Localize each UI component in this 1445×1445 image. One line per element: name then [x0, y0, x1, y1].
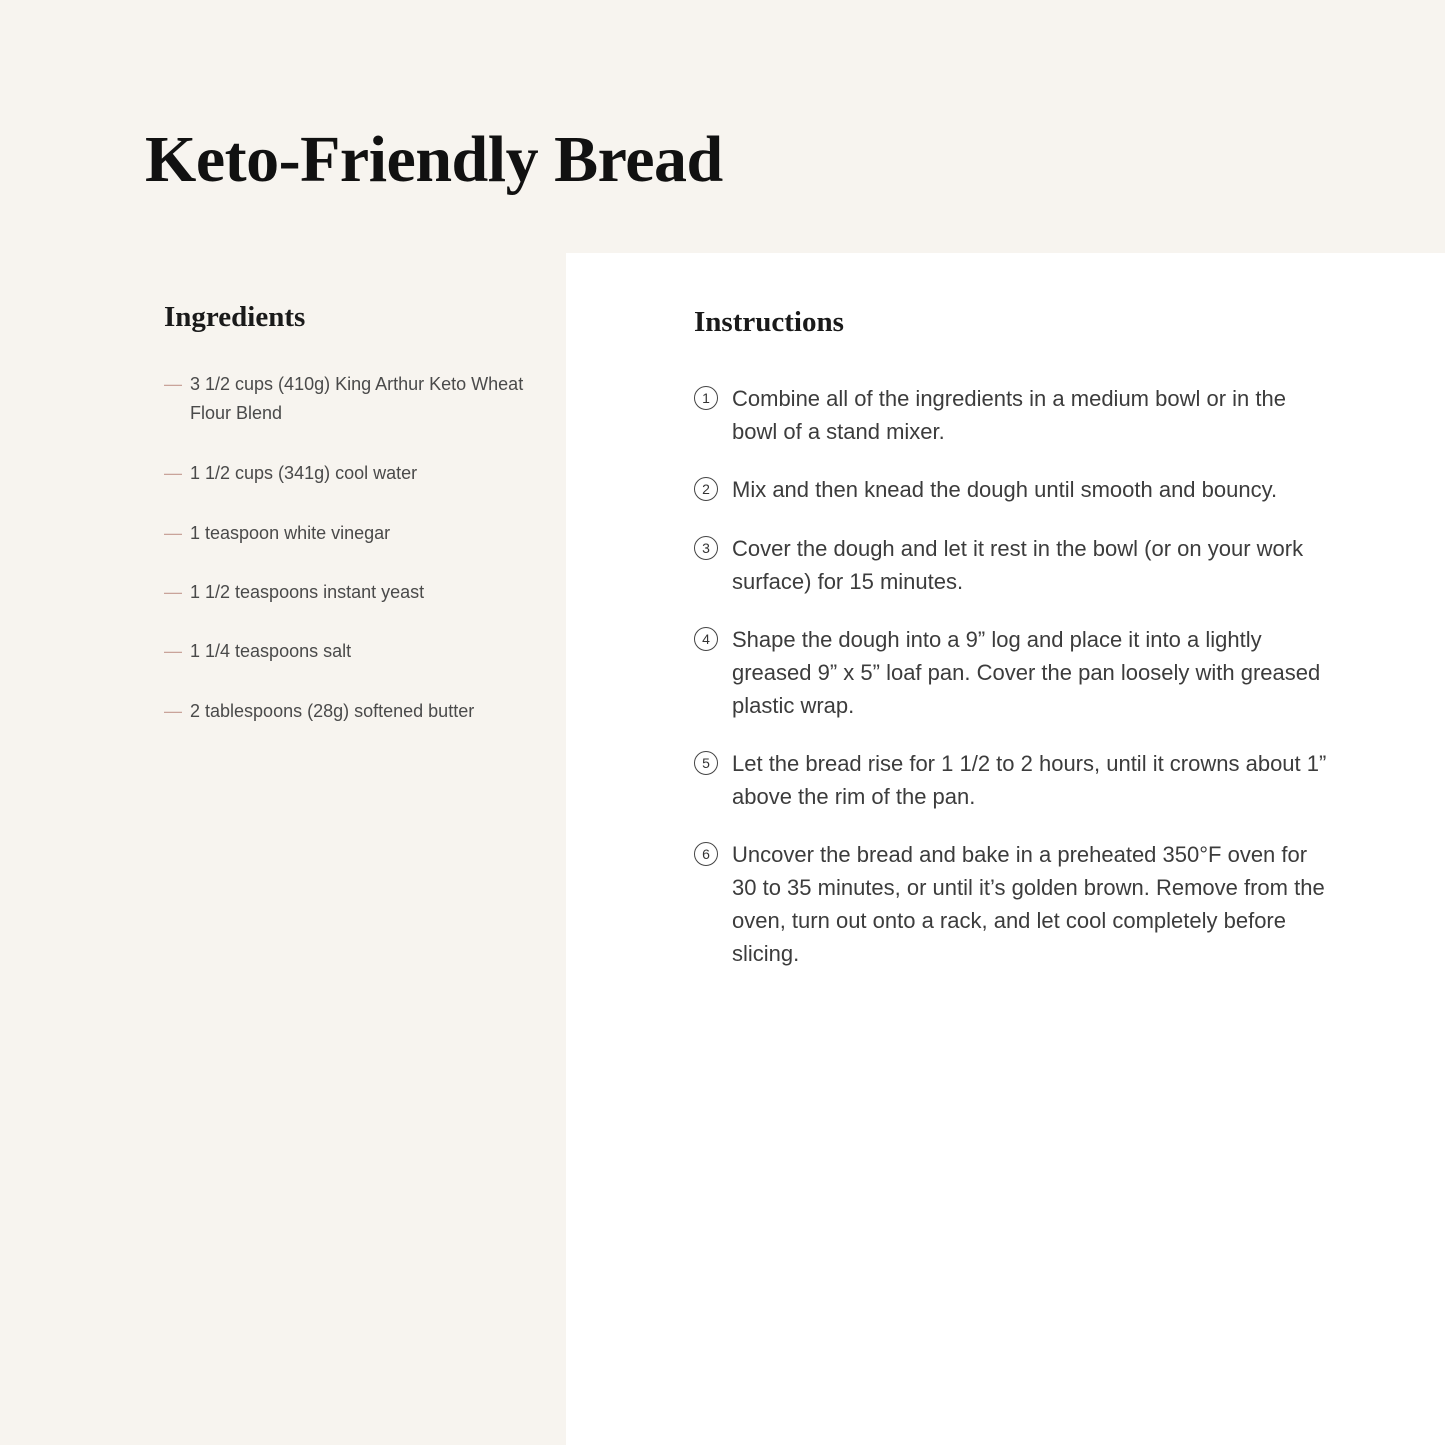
- ingredient-item: [164, 637, 524, 666]
- ingredient-text: 1 1/2 cups (341g) cool water: [190, 463, 418, 483]
- ingredient-text: 1 1/4 teaspoons salt: [190, 641, 352, 661]
- step-number-badge: 1: [694, 386, 718, 410]
- page-title: Keto-Friendly Bread: [145, 123, 723, 196]
- step-number-badge: 2: [694, 477, 718, 501]
- ingredient-text: 1 1/2 teaspoons instant yeast: [190, 582, 425, 602]
- ingredient-item: [164, 519, 524, 548]
- step-number-badge: 3: [694, 536, 718, 560]
- dash-bullet-icon: —: [164, 463, 182, 483]
- ingredient-text: 3 1/2 cups (410g) King Arthur Keto Wheat Flour Blend: [190, 374, 524, 423]
- step-text: Cover the dough and let it rest in the bowl (or on your work surface) for 15 minutes.: [732, 536, 1304, 594]
- ingredients-heading: Ingredients: [164, 301, 306, 333]
- dash-bullet-icon: —: [164, 523, 182, 543]
- step-text: Combine all of the ingredients in a medium bowl or in the bowl of a stand mixer.: [732, 386, 1286, 444]
- instructions-panel: [566, 253, 1445, 1445]
- ingredient-text: 2 tablespoons (28g) softened butter: [190, 701, 475, 721]
- ingredient-item: [164, 697, 524, 726]
- ingredient-text: 1 teaspoon white vinegar: [190, 523, 391, 543]
- step-number-badge: 6: [694, 842, 718, 866]
- dash-bullet-icon: —: [164, 641, 182, 661]
- instruction-step: [694, 838, 1334, 970]
- step-text: Mix and then knead the dough until smooth and bouncy.: [732, 477, 1278, 502]
- instructions-heading: Instructions: [694, 306, 844, 338]
- instruction-step: [694, 473, 1334, 506]
- step-text: Uncover the bread and bake in a preheated 350°F oven for 30 to 35 minutes, or until it’s golden brown. Remove from the oven, turn out onto a rack, and let cool completely before slicing.: [732, 842, 1325, 966]
- step-text: Let the bread rise for 1 1/2 to 2 hours, until it crowns about 1” above the rim of the pan.: [732, 751, 1327, 809]
- ingredient-item: [164, 459, 524, 488]
- dash-bullet-icon: —: [164, 582, 182, 602]
- step-number-badge: 5: [694, 751, 718, 775]
- ingredients-section: [164, 296, 544, 721]
- instruction-step: [694, 747, 1334, 813]
- ingredient-item: [164, 578, 524, 607]
- dash-bullet-icon: —: [164, 701, 182, 721]
- instruction-step: [694, 532, 1334, 598]
- step-number-badge: 4: [694, 627, 718, 651]
- dash-bullet-icon: —: [164, 374, 182, 394]
- step-text: Shape the dough into a 9” log and place it into a lightly greased 9” x 5” loaf pan. Cover the pan loosely with greased plastic wrap.: [732, 627, 1321, 718]
- ingredient-item: [164, 370, 524, 428]
- instruction-step: [694, 382, 1334, 448]
- instruction-step: [694, 623, 1334, 722]
